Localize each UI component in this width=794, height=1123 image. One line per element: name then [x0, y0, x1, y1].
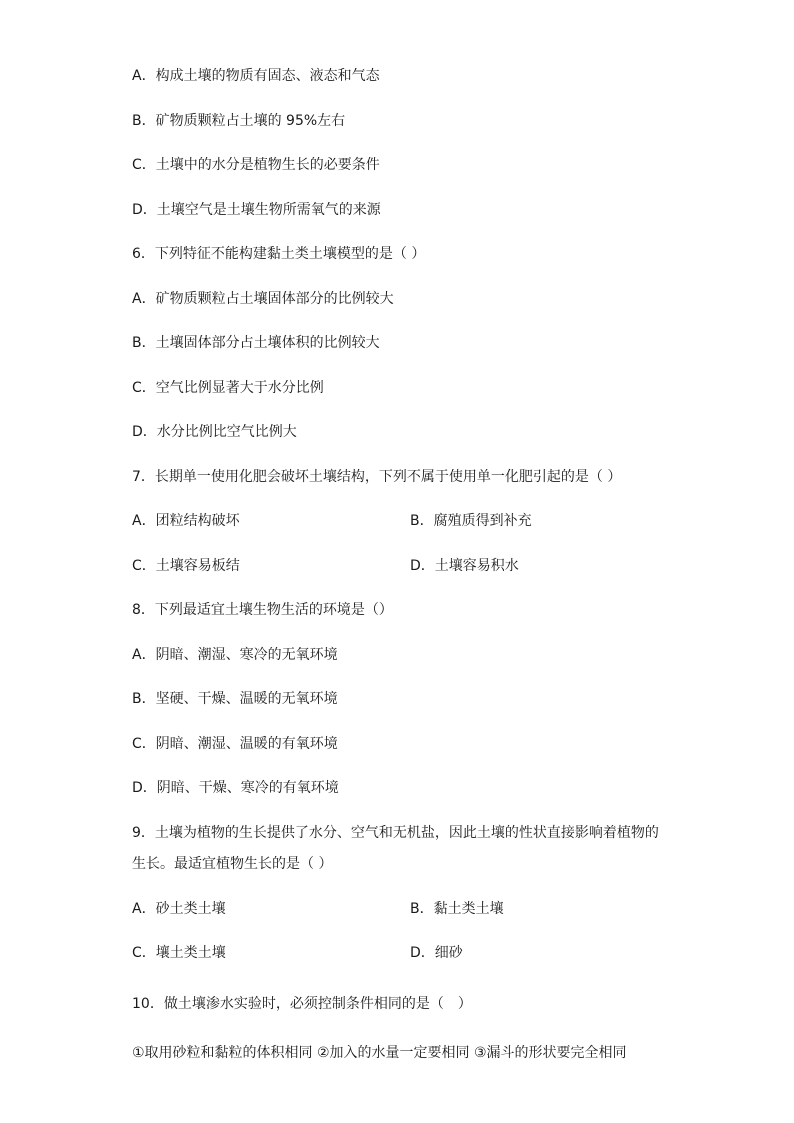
q8-option-a: A．阴暗、潮湿、寒冷的无氧环境: [132, 647, 338, 663]
q5-option-a: A．构成土壤的物质有固态、液态和气态: [132, 68, 380, 84]
q9-option-a: A．砂土类土壤: [132, 901, 226, 917]
q10-stem: 10．做土壤渗水实验时，必须控制条件相同的是（ ）: [132, 996, 472, 1012]
q8-option-d: D．阴暗、干燥、寒冷的有氧环境: [132, 780, 339, 796]
q5-option-d: D．土壤空气是土壤生物所需氧气的来源: [132, 202, 381, 218]
q10-conditions: ①取用砂粒和黏粒的体积相同 ②加入的水量一定要相同 ③漏斗的形状要完全相同: [132, 1045, 627, 1061]
q5-option-b: B．矿物质颗粒占土壤的 95%左右: [132, 113, 346, 129]
q7-option-b: B．腐殖质得到补充: [410, 513, 532, 529]
q8-option-b: B．坚硬、干燥、温暖的无氧环境: [132, 691, 338, 707]
q9-stem-line1: 9．土壤为植物的生长提供了水分、空气和无机盐，因此土壤的性状直接影响着植物的: [132, 825, 659, 841]
q6-option-d: D．水分比例比空气比例大: [132, 424, 297, 440]
q7-option-c: C．土壤容易板结: [132, 558, 240, 574]
q8-stem: 8．下列最适宜土壤生物生活的环境是（）: [132, 602, 393, 618]
q9-option-b: B．黏土类土壤: [410, 901, 504, 917]
q9-option-d: D．细砂: [410, 945, 463, 961]
q5-option-c: C．土壤中的水分是植物生长的必要条件: [132, 157, 380, 173]
q6-option-c: C．空气比例显著大于水分比例: [132, 380, 324, 396]
q9-option-c: C．壤土类土壤: [132, 945, 226, 961]
q6-option-a: A．矿物质颗粒占土壤固体部分的比例较大: [132, 291, 394, 307]
q9-stem-line2: 生长。最适宜植物生长的是（ ）: [132, 856, 333, 872]
q7-option-d: D．土壤容易积水: [410, 558, 519, 574]
q7-stem: 7．长期单一使用化肥会破坏土壤结构，下列不属于使用单一化肥引起的是（ ）: [132, 469, 622, 485]
q8-option-c: C．阴暗、潮湿、温暖的有氧环境: [132, 736, 338, 752]
q6-stem: 6．下列特征不能构建黏土类土壤模型的是（ ）: [132, 246, 426, 262]
q7-option-a: A．团粒结构破坏: [132, 513, 240, 529]
q6-option-b: B．土壤固体部分占土壤体积的比例较大: [132, 335, 380, 351]
